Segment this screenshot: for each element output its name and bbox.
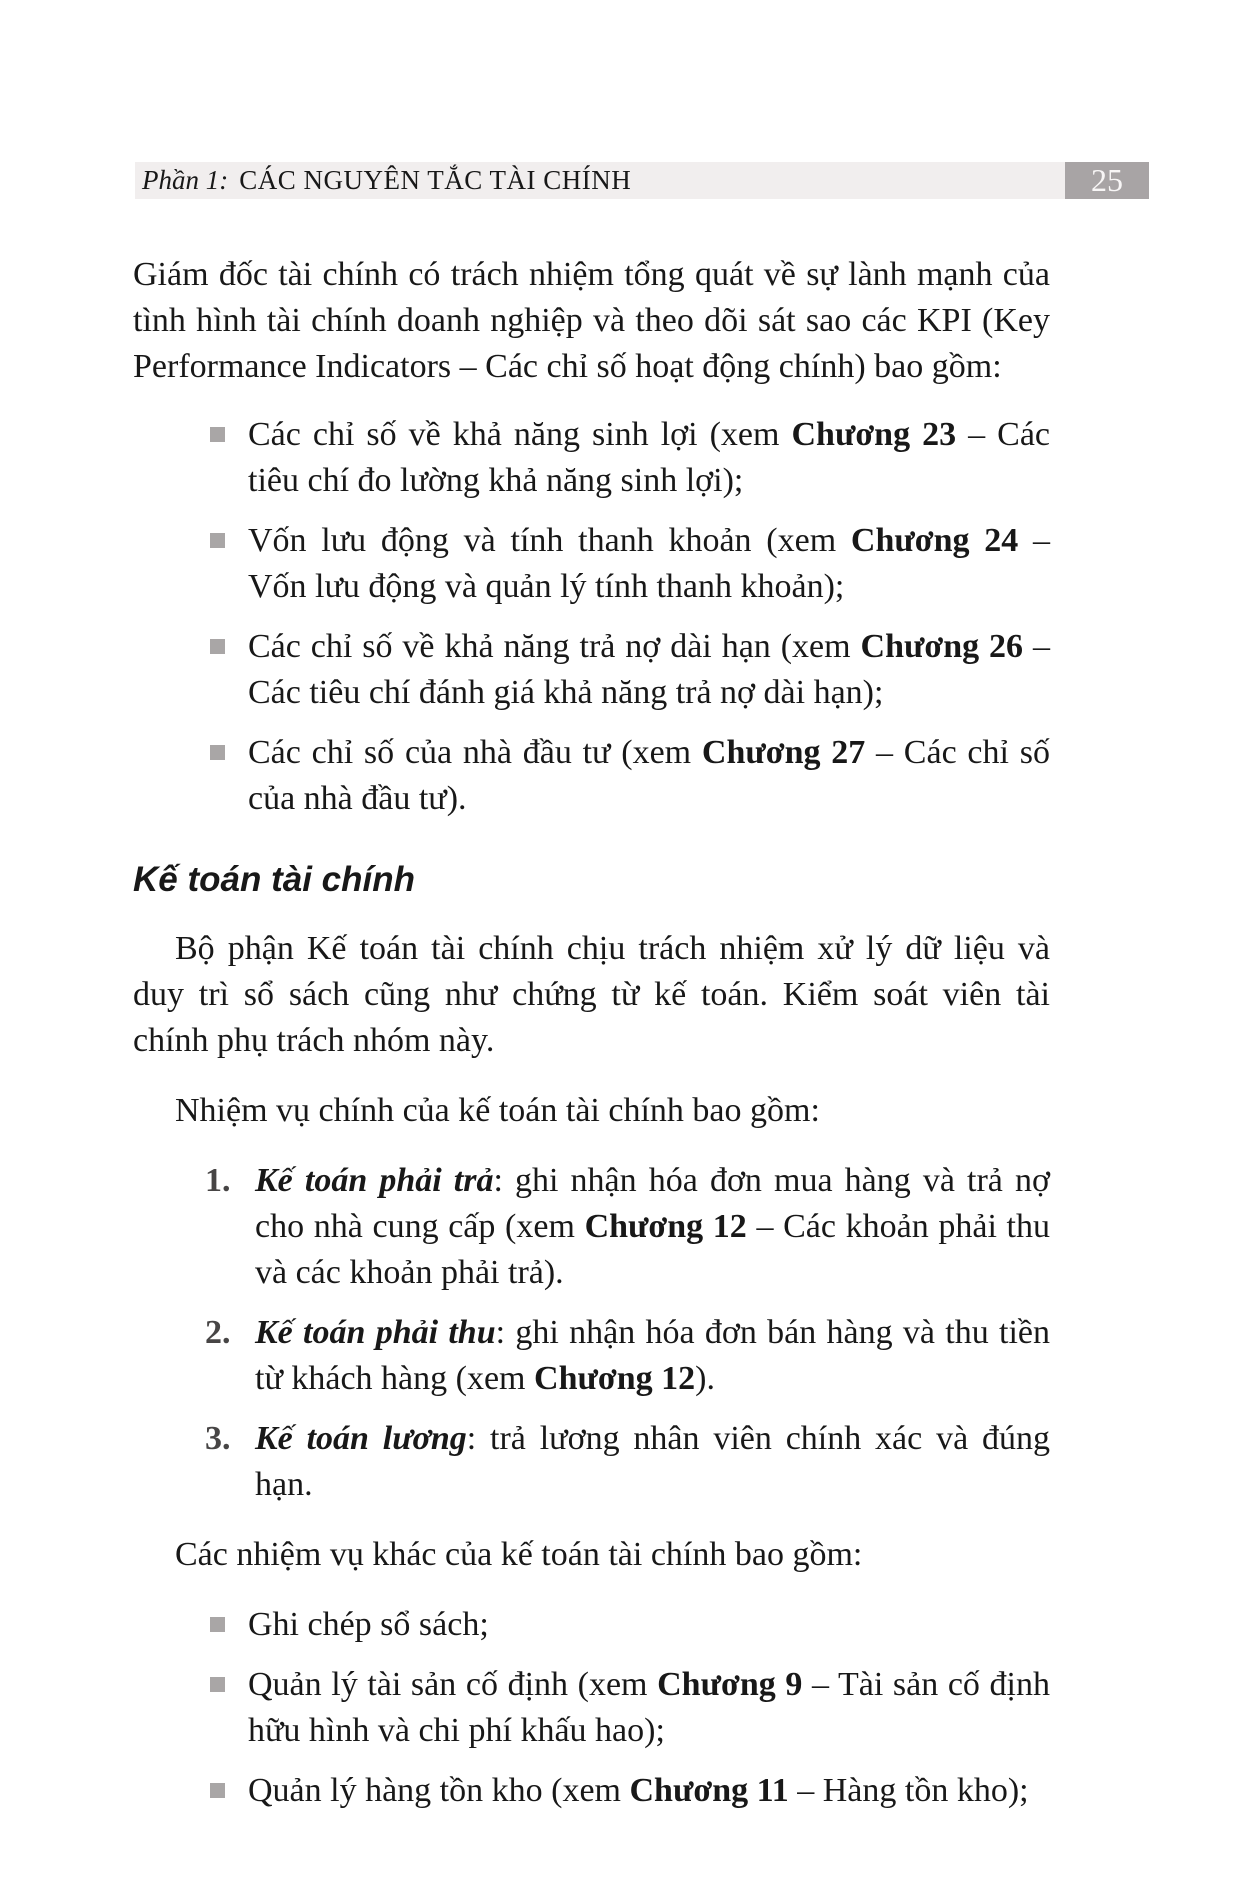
item-number: 2. — [205, 1314, 231, 1351]
emphasized-text: Chương 24 — [850, 522, 1019, 559]
text-run: Các chỉ số về khả năng trả nợ dài hạn (xem — [248, 628, 861, 665]
emphasized-text: Kế toán phải trả — [255, 1162, 494, 1199]
item-number: 3. — [205, 1420, 231, 1457]
square-bullet-icon — [210, 1602, 248, 1648]
list-item-text — [255, 1158, 1050, 1296]
intro-paragraph — [133, 252, 1050, 390]
emphasized-text: Chương 9 — [657, 1666, 803, 1703]
emphasized-text: Chương 12 — [534, 1360, 696, 1397]
square-bullet-icon — [210, 412, 248, 504]
running-header-bar — [135, 162, 1065, 199]
text-run: Các chỉ số của nhà đầu tư (xem — [248, 734, 702, 771]
list-item — [205, 1416, 1050, 1508]
list-item-text — [255, 1416, 1050, 1508]
list-item-text — [248, 730, 1050, 822]
text-run: Các chỉ số về khả năng sinh lợi (xem — [248, 416, 792, 453]
text-run: Giám đốc tài chính có trách nhiệm tổng quát về sự lành mạnh của tình hình tài chính doanh nghiệp và theo dõi sát sao các KPI (Key Performance Indicators – Các chỉ số hoạt động chính) bao gồm: — [133, 256, 1050, 385]
emphasized-text: Chương 23 — [791, 416, 957, 453]
text-run: : trả lương nhân viên chính xác và đúng hạn. — [255, 1420, 1050, 1503]
text-run: – Hàng tồn kho); — [788, 1772, 1029, 1809]
emphasized-text: Kế toán phải thu — [255, 1314, 496, 1351]
page-body — [133, 252, 1050, 1814]
emphasized-text: Chương 26 — [860, 628, 1024, 665]
list-item — [210, 730, 1050, 822]
other-tasks-intro-paragraph: Các nhiệm vụ khác của kế toán tài chính bao gồm: — [175, 1536, 863, 1573]
square-bullet-icon — [210, 518, 248, 610]
list-item — [210, 1768, 1050, 1814]
list-item — [210, 412, 1050, 504]
kpi-bullet-list — [133, 412, 1050, 822]
text-run: Quản lý tài sản cố định (xem — [248, 1666, 658, 1703]
list-item-text — [255, 1310, 1050, 1402]
emphasized-text: Chương 12 — [584, 1208, 747, 1245]
page-number-badge: 25 — [1065, 162, 1149, 199]
other-tasks-bullet-list — [133, 1602, 1050, 1814]
list-item-text — [248, 1768, 1050, 1814]
square-bullet-icon — [210, 1662, 248, 1754]
list-item — [205, 1310, 1050, 1402]
text-run: – Các khoản phải thu và các khoản phải trả). — [255, 1208, 1050, 1291]
list-item-text — [248, 1662, 1050, 1754]
text-run: – Vốn lưu động và quản lý tính thanh khoản); — [248, 522, 1050, 605]
list-item-text — [248, 1602, 1050, 1648]
list-item — [210, 624, 1050, 716]
square-bullet-icon — [210, 624, 248, 716]
text-run: Quản lý hàng tồn kho (xem — [248, 1772, 630, 1809]
text-run: : ghi nhận hóa đơn mua hàng và trả nợ cho nhà cung cấp (xem — [255, 1162, 1050, 1245]
text-run: : ghi nhận hóa đơn bán hàng và thu tiền từ khách hàng (xem — [255, 1314, 1050, 1397]
text-run: – Các tiêu chí đo lường khả năng sinh lợi); — [248, 416, 1051, 499]
text-run: Vốn lưu động và tính thanh khoản (xem — [248, 522, 851, 559]
list-item — [210, 1602, 1050, 1648]
financial-accounting-paragraph — [133, 926, 1050, 1064]
text-run: Ghi chép sổ sách; — [248, 1606, 489, 1643]
emphasized-text: Chương 11 — [629, 1772, 789, 1809]
section-title: CÁC NGUYÊN TẮC TÀI CHÍNH — [239, 165, 632, 195]
list-item-text — [248, 624, 1050, 716]
subsection-heading: Kế toán tài chính — [133, 860, 415, 899]
item-number: 1. — [205, 1162, 231, 1199]
running-header — [135, 162, 1149, 199]
square-bullet-icon — [210, 730, 248, 822]
text-run: – Các tiêu chí đánh giá khả năng trả nợ dài hạn); — [248, 628, 1050, 711]
list-item-text — [248, 412, 1050, 504]
list-item — [210, 518, 1050, 610]
text-run: – Các chỉ số của nhà đầu tư). — [248, 734, 1050, 817]
list-item — [210, 1662, 1050, 1754]
list-item-text — [248, 518, 1050, 610]
text-run: ). — [695, 1360, 715, 1397]
section-label: Phần 1: — [142, 165, 229, 195]
text-run: – Tài sản cố định hữu hình và chi phí khấu hao); — [248, 1666, 1050, 1749]
emphasized-text: Chương 27 — [701, 734, 866, 771]
list-item — [205, 1158, 1050, 1296]
tasks-intro-paragraph: Nhiệm vụ chính của kế toán tài chính bao gồm: — [175, 1092, 820, 1129]
tasks-numbered-list — [133, 1158, 1050, 1508]
square-bullet-icon — [210, 1768, 248, 1814]
text-run: Bộ phận Kế toán tài chính chịu trách nhiệm xử lý dữ liệu và duy trì sổ sách cũng như chứng từ kế toán. Kiểm soát viên tài chính phụ trách nhóm này. — [133, 930, 1050, 1059]
emphasized-text: Kế toán lương — [255, 1420, 467, 1457]
